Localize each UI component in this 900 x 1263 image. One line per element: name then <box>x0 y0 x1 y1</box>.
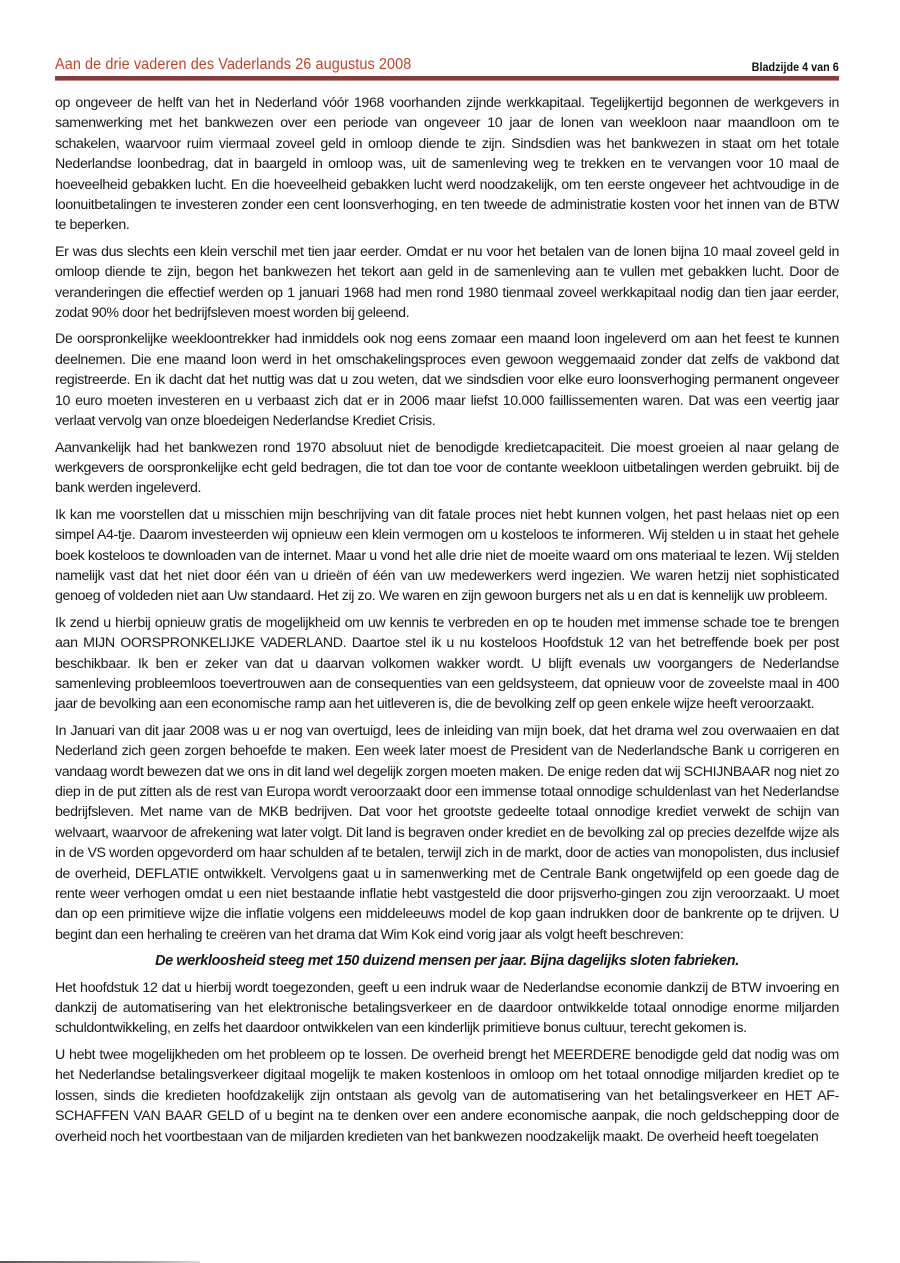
paragraph: De oorspronkelijke weekloontrekker had inmiddels ook nog eens zomaar een maand loon ingeleverd om aan het feest te kunnen deelnemen. Die ene maand loon werd in het omschakelingsproces even gewoon weggemaaid zonder dat zelfs de vakbond dat registreerde. En ik dacht dat het nuttig was dat u zou weten, dat we sindsdien voor elke euro loonsverhoging permanent ongeveer 10 euro moeten investeren en u verbaast zich dat er in 2006 maar liefst 10.000 faillissementen waren. Dat was een veertig jaar verlaat vervolg van onze bloedeigen Nederlandse Krediet Crisis. <box>55 331 839 430</box>
paragraph: Ik zend u hierbij opnieuw gratis de mogelijkheid om uw kennis te verbreden en op te houden met immense schade toe te brengen aan MIJN OORSPRONKELIJKE VADERLAND. Daartoe stel ik u nu kosteloos Hoofdstuk 12 van het betreffende boek per post beschikbaar. Ik ben er zeker van dat u daarvan volkomen wakker wordt. U blijft evenals uw voorgangers de Nederlandse samenleving probleemloos toevertrouwen aan de consequenties van een geldsysteem, dat opnieuw voor de zoveelste maal in 400 jaar de bevolking aan een economische ramp aan het uitleveren is, die de bevolking zelf op geen enkele wijze heeft veroorzaakt. <box>55 614 839 713</box>
header-title: Aan de drie vaderen des Vaderlands 26 augustus 2008 <box>55 56 412 73</box>
page-header <box>55 56 839 80</box>
paragraph: Aanvankelijk had het bankwezen rond 1970 absoluut niet de benodigde kredietcapaciteit. Die moest groeien al naar gelang de werkgevers de oorspronkelijke echt geld bedragen, die tot dan toe voor de contante weekloon uitbetalingen werden gebruikt. bij de bank werden ingeleverd. <box>55 439 839 497</box>
paragraph: Ik kan me voorstellen dat u misschien mijn beschrijving van dit fatale proces niet hebt kunnen volgen, het past helaas niet op een simpel A4-tje. Daarom investeerden wij opnieuw een klein vermogen om u kosteloos te informeren. Wij stelden u in staat het gehele boek kosteloos te downloaden van de internet. Maar u vond het alle drie niet de moeite waard om ons materiaal te lezen. Wij stelden namelijk vast dat het niet door één van u drieën of één van uw medewerkers werd ingezien. We waren hetzij niet sophisticated genoeg of voldeden niet aan Uw standaard. Het zij zo. We waren en zijn gewoon burgers net als u en dat is kennelijk uw probleem. <box>55 506 839 605</box>
paragraph: Er was dus slechts een klein verschil met tien jaar eerder. Omdat er nu voor het betalen van de lonen bijna 10 maal zoveel geld in omloop diende te zijn, begon het bankwezen het tekort aan geld in de samenleving aan te vullen met gebakken lucht. Door de veranderingen die effectief werden op 1 januari 1968 had men rond 1980 tienmaal zoveel werkkapitaal nodig dan tien jaar eerder, zodat 90% door het bedrijfsleven moest worden bij geleend. <box>55 243 839 322</box>
quote: De werkloosheid steeg met 150 duizend mensen per jaar. Bijna dagelijks sloten fabrieken. <box>155 953 739 970</box>
paragraph: op ongeveer de helft van het in Nederland vóór 1968 voorhanden zijnde werkkapitaal. Tegelijkertijd begonnen de werkgevers in samenwerking met het bankwezen over een periode van ongeveer 10 jaar de lonen van weekloon naar maandloon om te schakelen, waarvoor ruim viermaal zoveel geld in omloop diende te zijn. Sindsdien was het bankwezen in staat om het totale Nederlandse loonbedrag, dat in baargeld in omloop was, uit de samenleving weg te trekken en te vervangen voor 10 maal de hoeveelheid gebakken lucht. En die hoeveelheid gebakken lucht werd noodzakelijk, om ten eerste ongeveer het achtvoudige in de loonuitbetalingen te investeren zonder een cent loonsverhoging, en ten tweede de administratie kosten voor het innen van de BTW te beperken. <box>55 95 839 234</box>
page-indicator: Bladzijde 4 van 6 <box>751 60 839 74</box>
paragraph: Het hoofdstuk 12 dat u hierbij wordt toegezonden, geeft u een indruk waar de Nederlandse economie dankzij de BTW invoering en dankzij de automatisering van het elektronische betalingsverkeer en de daardoor ontwikkelde totaal onnodige enorme miljarden schuldontwikkeling, en zelfs het daardoor ontwikkelen van een kinderlijk primitieve bonus cultuur, terecht gekomen is. <box>55 979 839 1037</box>
paragraph: In Januari van dit jaar 2008 was u er nog van overtuigd, lees de inleiding van mijn boek, dat het drama wel zou overwaaien en dat Nederland zich geen zorgen behoefde te maken. Een week later moest de President van de Nederlandsche Bank u corrigeren en vandaag wordt bewezen dat we ons in dit land wel degelijk zorgen moeten maken. De enige reden dat wij SCHIJNBAAR nog niet zo diep in de put zitten als de rest van Europa wordt veroorzaakt door een immense totaal onnodige schuldenlast van het Nederlandse bedrijfsleven. Met name van de MKB bedrijven. Dat voor het grootste gedeelte totaal onnodige krediet verwekt de schijn van welvaart, waarvoor de afrekening wat later volgt. Dit land is begraven onder krediet en de bevolking zal op precies dezelfde wijze als in de VS worden opgevorderd om haar schulden af te betalen, terwijl zich in de markt, door de acties van monopolisten, dus inclusief de overheid, DEFLATIE ontwikkelt. Vervolgens gaat u in samenwerking met de Centrale Bank ongetwijfeld op een goede dag de rente weer verhogen omdat u een niet bestaande inflatie hebt vastgesteld die door prijsverho-gingen zou zijn veroorzaakt. U moet dan op een primitieve wijze die inflatie volgens een middeleeuws model de kop gaan indrukken door de bankrente op te drijven. U begint dan een herhaling te creëren van het drama dat Wim Kok eind vorig jaar als volgt heeft beschreven: <box>55 722 839 943</box>
document-body <box>55 93 839 1147</box>
paragraph: U hebt twee mogelijkheden om het probleem op te lossen. De overheid brengt het MEERDERE benodigde geld dat nodig was om het Nederlandse betalingsverkeer digitaal mogelijk te maken kostenloos in omloop om het totaal onnodige miljarden krediet op te lossen, sinds die kredieten hoofdzakelijk zijn ontstaan als gevolg van de automatisering van het betalingsverkeer en HET AF-SCHAFFEN VAN BAAR GELD of u begint na te denken over een andere economische aanpak, die noch geldschepping door de overheid noch het voortbestaan van de miljarden kredieten van het bankwezen noodzakelijk maakt. De overheid heeft toegelaten <box>55 1046 839 1145</box>
document-page <box>55 56 839 1153</box>
